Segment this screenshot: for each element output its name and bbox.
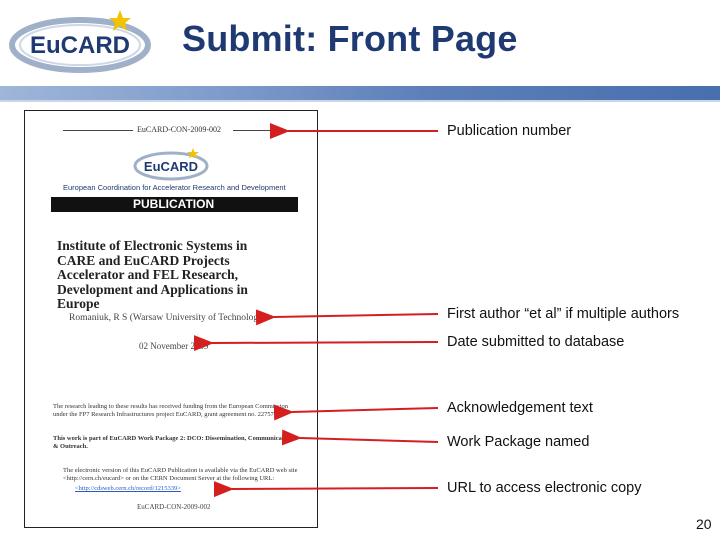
callout-first-author: First author “et al” if multiple authors [447,306,680,322]
document-title: Institute of Electronic Systems in CARE and EuCARD Projects Accelerator and FEL Research, Development and Applications in Europe [57,238,248,311]
callout-work-package: Work Package named [447,434,590,450]
slide-title: Submit: Front Page [182,18,518,59]
document-date: 02 November 2009 [139,341,209,351]
slide-header [0,0,720,86]
publication-banner: PUBLICATION [51,197,298,212]
document-author: Romaniuk, R S (Warsaw University of Technology) [69,313,267,323]
document-number-row [63,125,299,135]
acknowledgement-text: The research leading to these results has received funding from the European Commission under the FP7 Research Infrastructures project EuCARD, grant agreement no. 227579. [53,403,289,418]
divider [233,130,299,131]
record-link[interactable]: <http://cdsweb.cern.ch/record/1215339> [75,485,181,492]
svg-text:EuCARD: EuCARD [30,32,130,59]
callout-publication-number: Publication number [447,123,572,139]
slide-number: 20 [696,516,712,532]
document-organization: European Coordination for Accelerator Research and Development [63,183,286,192]
callout-acknowledgement: Acknowledgement text [447,400,593,416]
eucard-logo [8,8,158,74]
document-number: EuCARD-CON-2009-002 [137,125,221,134]
callout-date-submitted: Date submitted to database [447,334,625,350]
svg-text:EuCARD: EuCARD [143,159,199,174]
arrow-work-package [300,438,438,442]
header-divider [0,100,720,102]
document-footer-number: EuCARD-CON-2009-002 [137,503,211,511]
document-logo [131,147,211,181]
header-band [0,86,720,100]
divider [63,130,133,131]
work-package-text: This work is part of EuCARD Work Package 2: DCO: Dissemination, Communication & Outreach. [53,435,293,450]
callout-url: URL to access electronic copy [447,480,642,496]
url-note: The electronic version of this EuCARD Publication is available via the EuCARD web site <http://cern.ch/eucard> or on the CERN Document Server at the following URL: [63,467,298,482]
document-front-page [24,110,318,528]
